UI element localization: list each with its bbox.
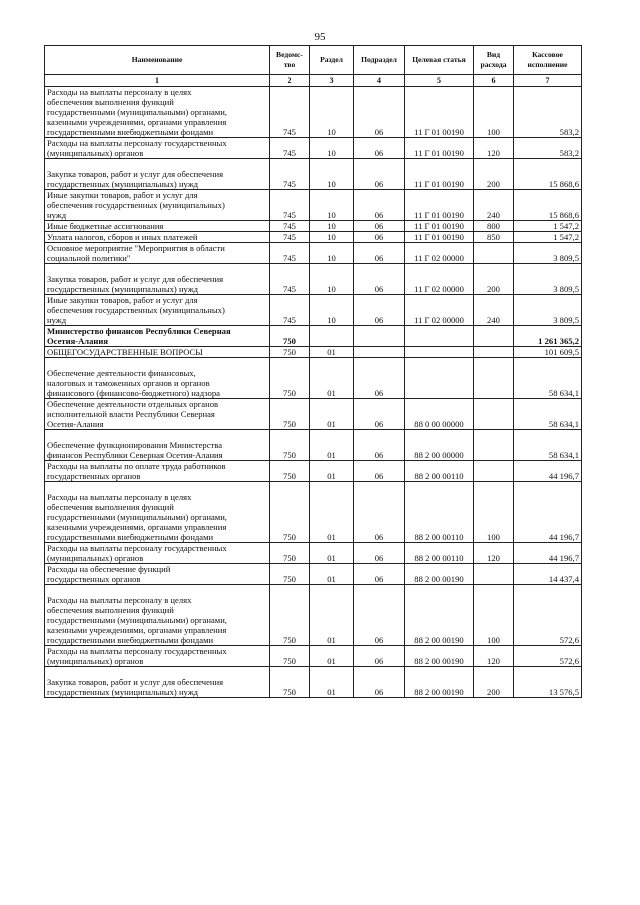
cell-expense-type (474, 243, 514, 264)
cell-department: 745 (270, 295, 310, 326)
cell-section: 10 (310, 87, 354, 138)
cell-amount: 3 809,5 (514, 264, 582, 295)
cell-subsection: 06 (354, 264, 405, 295)
cell-section: 01 (310, 667, 354, 698)
cell-department: 750 (270, 326, 310, 347)
cell-target-article (405, 358, 474, 399)
cell-subsection: 06 (354, 190, 405, 221)
cell-amount: 14 437,4 (514, 564, 582, 585)
cell-name: Закупка товаров, работ и услуг для обеспечения государственных (муниципальных) нужд (45, 264, 270, 295)
cell-name: Расходы на выплаты персоналу в целях обеспечения выполнения функций государственными (муниципальными) органами, казенными учреждениями, органами управления государственными внебюджетными фондами (45, 482, 270, 543)
cell-expense-type: 240 (474, 190, 514, 221)
table-row (45, 482, 582, 543)
cell-section (310, 326, 354, 347)
cell-department: 750 (270, 461, 310, 482)
cell-section: 10 (310, 295, 354, 326)
header-target-article: Целевая статья (405, 46, 474, 75)
cell-name: Закупка товаров, работ и услуг для обеспечения государственных (муниципальных) нужд (45, 159, 270, 190)
header-subsection: Подраздел (354, 46, 405, 75)
cell-section: 10 (310, 138, 354, 159)
cell-department: 750 (270, 543, 310, 564)
cell-target-article: 11 Г 01 00190 (405, 159, 474, 190)
column-number: 5 (405, 75, 474, 87)
column-number: 7 (514, 75, 582, 87)
cell-department: 745 (270, 190, 310, 221)
cell-department: 745 (270, 264, 310, 295)
cell-section: 10 (310, 159, 354, 190)
cell-expense-type: 240 (474, 295, 514, 326)
cell-expense-type (474, 326, 514, 347)
cell-subsection: 06 (354, 585, 405, 646)
table-row (45, 159, 582, 190)
column-number: 3 (310, 75, 354, 87)
cell-department: 745 (270, 138, 310, 159)
table-row (45, 190, 582, 221)
cell-amount: 101 609,5 (514, 347, 582, 358)
header-cash-execution: Кассовое исполнение (514, 46, 582, 75)
cell-target-article: 11 Г 02 00000 (405, 264, 474, 295)
cell-name: Расходы на выплаты по оплате труда работников государственных органов (45, 461, 270, 482)
cell-expense-type (474, 358, 514, 399)
cell-name: Расходы на выплаты персоналу в целях обеспечения выполнения функций государственными (муниципальными) органами, казенными учреждениями, органами управления государственными внебюджетными фондами (45, 87, 270, 138)
cell-section: 10 (310, 190, 354, 221)
table-row (45, 264, 582, 295)
cell-department: 745 (270, 159, 310, 190)
table-row (45, 243, 582, 264)
cell-amount: 572,6 (514, 585, 582, 646)
cell-target-article: 88 2 00 00110 (405, 543, 474, 564)
cell-amount: 44 196,7 (514, 461, 582, 482)
column-number: 6 (474, 75, 514, 87)
cell-amount: 44 196,7 (514, 482, 582, 543)
cell-name: Иные закупки товаров, работ и услуг для обеспечения государственных (муниципальных) нужд (45, 295, 270, 326)
cell-amount: 1 261 365,2 (514, 326, 582, 347)
table-row (45, 585, 582, 646)
cell-target-article: 88 2 00 00110 (405, 482, 474, 543)
cell-section: 01 (310, 461, 354, 482)
cell-section: 01 (310, 399, 354, 430)
cell-amount: 1 547,2 (514, 232, 582, 243)
cell-name: Иные закупки товаров, работ и услуг для обеспечения государственных (муниципальных) нужд (45, 190, 270, 221)
cell-expense-type: 200 (474, 667, 514, 698)
cell-amount: 572,6 (514, 646, 582, 667)
cell-section: 01 (310, 358, 354, 399)
cell-target-article: 11 Г 01 00190 (405, 221, 474, 232)
cell-name: Иные бюджетные ассигнования (45, 221, 270, 232)
table-row (45, 564, 582, 585)
budget-table (44, 45, 582, 698)
table-row (45, 461, 582, 482)
cell-name: Обеспечение деятельности финансовых, налоговых и таможенных органов и органов финансового (финансово-бюджетного) надзора (45, 358, 270, 399)
cell-target-article: 11 Г 02 00000 (405, 295, 474, 326)
cell-target-article: 88 2 00 00190 (405, 564, 474, 585)
cell-target-article: 11 Г 01 00190 (405, 138, 474, 159)
cell-department: 745 (270, 232, 310, 243)
column-number: 4 (354, 75, 405, 87)
cell-subsection: 06 (354, 159, 405, 190)
table-row (45, 347, 582, 358)
cell-name: Обеспечение деятельности отдельных органов исполнительной власти Республики Северная Осетия-Алания (45, 399, 270, 430)
cell-subsection: 06 (354, 667, 405, 698)
cell-subsection: 06 (354, 243, 405, 264)
table-row (45, 430, 582, 461)
cell-target-article: 88 2 00 00110 (405, 461, 474, 482)
cell-section: 10 (310, 264, 354, 295)
cell-name: Расходы на выплаты персоналу государственных (муниципальных) органов (45, 543, 270, 564)
cell-amount: 58 634,1 (514, 430, 582, 461)
table-row (45, 295, 582, 326)
cell-department: 750 (270, 564, 310, 585)
cell-subsection: 06 (354, 646, 405, 667)
cell-name: Министерство финансов Республики Северная Осетия-Алания (45, 326, 270, 347)
cell-section: 01 (310, 646, 354, 667)
cell-amount: 3 809,5 (514, 295, 582, 326)
table-body (45, 87, 582, 698)
cell-expense-type: 100 (474, 585, 514, 646)
cell-expense-type: 100 (474, 482, 514, 543)
cell-expense-type: 120 (474, 543, 514, 564)
cell-amount: 583,2 (514, 138, 582, 159)
cell-name: Расходы на выплаты персоналу в целях обеспечения выполнения функций государственными (муниципальными) органами, казенными учреждениями, органами управления государственными внебюджетными фондами (45, 585, 270, 646)
cell-subsection: 06 (354, 295, 405, 326)
cell-expense-type (474, 430, 514, 461)
table-row (45, 87, 582, 138)
cell-expense-type: 120 (474, 646, 514, 667)
table-row (45, 667, 582, 698)
cell-subsection: 06 (354, 430, 405, 461)
table-row (45, 326, 582, 347)
table-row (45, 358, 582, 399)
cell-section: 01 (310, 543, 354, 564)
table-row (45, 138, 582, 159)
cell-expense-type: 200 (474, 264, 514, 295)
cell-expense-type: 800 (474, 221, 514, 232)
cell-amount: 3 809,5 (514, 243, 582, 264)
cell-subsection: 06 (354, 221, 405, 232)
cell-name: Основное мероприятие "Мероприятия в области социальной политики" (45, 243, 270, 264)
cell-amount: 44 196,7 (514, 543, 582, 564)
cell-name: Расходы на выплаты персоналу государственных (муниципальных) органов (45, 138, 270, 159)
column-number: 1 (45, 75, 270, 87)
cell-amount: 58 634,1 (514, 358, 582, 399)
cell-section: 01 (310, 585, 354, 646)
cell-amount: 15 868,6 (514, 190, 582, 221)
cell-section: 10 (310, 221, 354, 232)
cell-subsection: 06 (354, 358, 405, 399)
cell-expense-type (474, 564, 514, 585)
cell-target-article: 11 Г 01 00190 (405, 87, 474, 138)
cell-amount: 1 547,2 (514, 221, 582, 232)
cell-section: 01 (310, 430, 354, 461)
cell-expense-type: 100 (474, 87, 514, 138)
cell-department: 750 (270, 347, 310, 358)
cell-expense-type: 120 (474, 138, 514, 159)
cell-name: Расходы на обеспечение функций государственных органов (45, 564, 270, 585)
table-row (45, 232, 582, 243)
table-row (45, 221, 582, 232)
cell-expense-type: 850 (474, 232, 514, 243)
cell-expense-type: 200 (474, 159, 514, 190)
cell-department: 750 (270, 667, 310, 698)
cell-name: Расходы на выплаты персоналу государственных (муниципальных) органов (45, 646, 270, 667)
header-section: Раздел (310, 46, 354, 75)
cell-amount: 583,2 (514, 87, 582, 138)
cell-target-article: 11 Г 01 00190 (405, 232, 474, 243)
cell-subsection (354, 326, 405, 347)
cell-target-article: 88 2 00 00190 (405, 646, 474, 667)
cell-target-article (405, 347, 474, 358)
cell-department: 750 (270, 585, 310, 646)
header-expense-type: Вид расхода (474, 46, 514, 75)
cell-target-article: 88 2 00 00190 (405, 667, 474, 698)
cell-subsection: 06 (354, 543, 405, 564)
cell-section: 10 (310, 232, 354, 243)
cell-name: Закупка товаров, работ и услуг для обеспечения государственных (муниципальных) нужд (45, 667, 270, 698)
cell-section: 01 (310, 564, 354, 585)
cell-target-article (405, 326, 474, 347)
cell-department: 750 (270, 646, 310, 667)
cell-target-article: 88 2 00 00190 (405, 585, 474, 646)
cell-amount: 13 576,5 (514, 667, 582, 698)
cell-target-article: 11 Г 02 00000 (405, 243, 474, 264)
cell-subsection: 06 (354, 461, 405, 482)
table-row (45, 646, 582, 667)
page-number: 95 (314, 31, 326, 43)
cell-section: 01 (310, 482, 354, 543)
cell-department: 750 (270, 399, 310, 430)
header-name: Наименование (45, 46, 270, 75)
column-number: 2 (270, 75, 310, 87)
cell-name: Обеспечение функционирования Министерства финансов Республики Северная Осетия-Алания (45, 430, 270, 461)
cell-department: 750 (270, 358, 310, 399)
cell-subsection: 06 (354, 138, 405, 159)
cell-department: 750 (270, 482, 310, 543)
table-row (45, 543, 582, 564)
cell-subsection: 06 (354, 232, 405, 243)
cell-department: 745 (270, 87, 310, 138)
cell-subsection: 06 (354, 399, 405, 430)
header-row (45, 46, 582, 75)
cell-subsection: 06 (354, 482, 405, 543)
cell-target-article: 88 2 00 00000 (405, 430, 474, 461)
cell-department: 745 (270, 221, 310, 232)
cell-target-article: 88 0 00 00000 (405, 399, 474, 430)
cell-section: 10 (310, 243, 354, 264)
cell-department: 745 (270, 243, 310, 264)
cell-amount: 58 634,1 (514, 399, 582, 430)
cell-target-article: 11 Г 01 00190 (405, 190, 474, 221)
cell-subsection: 06 (354, 87, 405, 138)
cell-subsection (354, 347, 405, 358)
column-number-row (45, 75, 582, 87)
cell-name: ОБЩЕГОСУДАРСТВЕННЫЕ ВОПРОСЫ (45, 347, 270, 358)
cell-department: 750 (270, 430, 310, 461)
header-department: Ведомс- тво (270, 46, 310, 75)
cell-section: 01 (310, 347, 354, 358)
table-row (45, 399, 582, 430)
cell-expense-type (474, 399, 514, 430)
cell-expense-type (474, 461, 514, 482)
cell-name: Уплата налогов, сборов и иных платежей (45, 232, 270, 243)
cell-expense-type (474, 347, 514, 358)
cell-subsection: 06 (354, 564, 405, 585)
cell-amount: 15 868,6 (514, 159, 582, 190)
